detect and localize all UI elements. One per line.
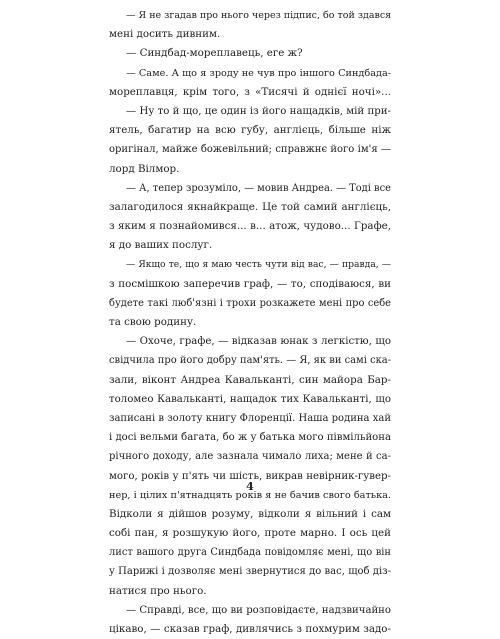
text-line: собі пан, я розшукую його, проте марно. І ось цей — [109, 527, 391, 540]
text-line: — Я не згадав про нього через підпис, бо той здався — [126, 10, 392, 21]
text-line: — Справді, все, що ви розповідаєте, надзвичайно — [126, 604, 391, 616]
text-line: оригінал, майже божевільний; справжнє його ім'я — — [109, 144, 391, 156]
text-line: натися про нього. — [109, 584, 207, 597]
text-line: лист вашого друга Синдбада повідомляє мені, що він — [109, 547, 391, 559]
text-line: мені досить дивним. — [109, 28, 221, 41]
text-line: — А, тепер зрозуміло, — мовив Андреа. — Тоді все — [126, 182, 391, 194]
text-line: і досі вельми багата, бо ж у батька мого півмільйона — [109, 432, 391, 444]
text-line: лорд Вілмор. — [109, 162, 180, 175]
text-line: ятель, багатир на всю губу, англієць, більше ніж — [109, 124, 391, 137]
text-line: — Саме. А що я зроду не чув про іншого Синдбада- — [126, 67, 391, 79]
text-line: — Якщо те, що я маю честь чути від вас, — правда, — — [126, 259, 391, 271]
text-line: я до ваших послуг. — [109, 239, 213, 252]
text-line: мого, років у п'ять чи шість, викрав невірник-гувер- — [109, 470, 391, 482]
text-line: Відколи я дійшов розуму, відколи я вільний і сам — [109, 507, 391, 520]
text-line: з посмішкою заперечив граф, — то, сподіваюся, ви — [109, 277, 391, 290]
text-line: з яким я познайомився... в... атож, чудово... Графе, — [109, 220, 391, 233]
text-line: — Охоче, графе, — відказав юнак з легкістю, що — [126, 336, 391, 348]
text-line: нер, і цілих п'ятнадцять років я не бачив свого батька. — [109, 489, 391, 501]
text-line: залагодилося якнайкраще. Це той самий англієць, — [109, 200, 391, 213]
text-line: у Парижі і дозволяє мені звернутися до вас, щоб діз- — [109, 566, 391, 578]
text-line: свідчила про його добру пам'ять. — Я, як ви самі ска- — [109, 355, 391, 367]
text-line: толомео Кавальканті, нащадок тих Кавальканті, що — [109, 393, 391, 405]
text-line: річного доходу, але зазнала чимало лиха; мене й са- — [109, 451, 391, 463]
text-line: — Ну то й що, це один із його нащадків, мій при- — [126, 105, 391, 117]
text-line: мореплавця, крім того, з «Тисячі й однієї ночі»... — [109, 85, 391, 98]
text-line: записані в золоту книгу Флоренції. Наша родина хай — [109, 412, 391, 424]
text-line: — Синдбад-мореплавець, еге ж? — [126, 47, 303, 60]
text-line: зали, віконт Андреа Кавальканті, син майора Бар- — [109, 373, 391, 386]
text-line: цікаво, — сказав граф, дивлячись з похмурим задо- — [109, 623, 391, 635]
text-line: та свою родину. — [109, 316, 197, 328]
page-number: 4 — [246, 480, 254, 493]
page-body — [109, 6, 391, 639]
text-line: будете такі люб'язні і трохи розкажете мені про себе — [109, 297, 391, 309]
